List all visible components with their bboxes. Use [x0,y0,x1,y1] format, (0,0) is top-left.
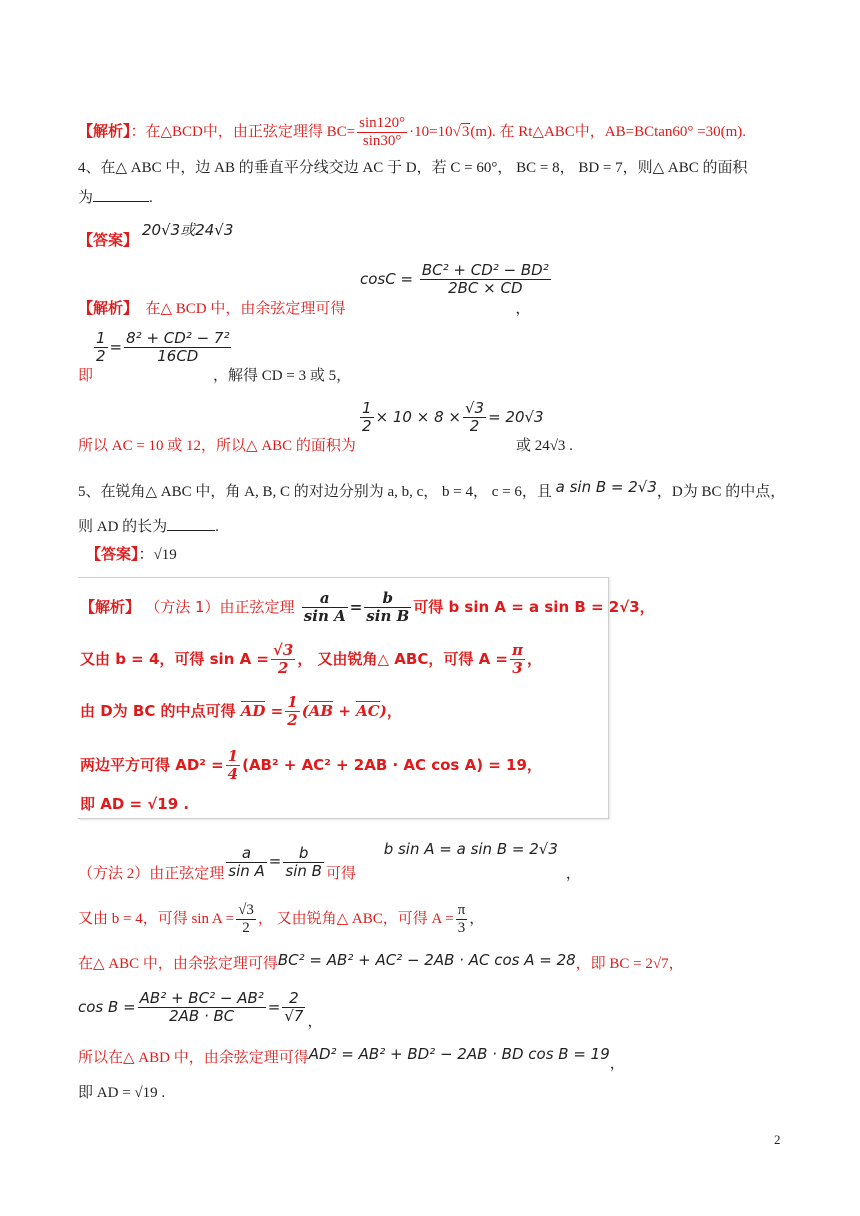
formula-lhs: cosC = [360,270,414,288]
fraction: $\frac{√3}{2}$ [273,641,294,677]
analysis-text: 又由 b = 4，可得 sin A = [80,650,270,668]
analysis-text: ：在△BCD中，由正弦定理得 BC= [130,123,356,140]
method-2-line3 [78,953,684,974]
fraction-denominator: 2 [469,417,480,435]
fraction-half [360,400,374,435]
analysis-text: ， 又由锐角△ ABC，可得 A = [257,910,454,927]
method-2-line5 [78,1045,625,1072]
fraction: $\frac{b}{\text{sin B}}$ [285,844,322,880]
fraction-denominator: 2 [362,417,372,435]
fraction: $\frac{a}{\text{sin A}}$ [228,844,265,880]
question-4-line2: 为 . [78,190,153,206]
question-text: 5、在锐角△ ABC 中，角 A, B, C 的对边分别为 a, b, c， b = 4， c = 6，且 [78,484,552,500]
fraction [124,330,231,365]
cos-formula [360,262,553,297]
answer-value: 20√3或24√3 [142,221,234,239]
equation-line: $\frac{1}{2}$ = $\frac{\text{8² + CD² − 7²}}{16CD}$ [96,329,230,365]
formula: BC² = AB² + AC² − 2AB · AC cos A = 28 [277,951,576,969]
fraction-numerator: 8² + CD² − 7² [126,329,230,347]
fraction-denominator: 16CD [157,347,199,365]
analysis-text: 所以 AC = 10 或 12，所以△ ABC 的面积为 [78,438,356,454]
fraction-numerator: 1 [96,329,106,347]
question-text: 则 AD 的长为 [78,519,168,535]
analysis-text: 两边平方可得 AD² = [80,756,224,774]
answer-label: 【答案】 [86,547,139,563]
analysis-text: ， 又由锐角△ ABC，可得 A = [297,650,508,668]
fraction-numerator: sin120° [359,115,406,131]
punct: ， [526,650,542,668]
fraction-numerator: BC² + CD² − BD² [421,261,549,279]
method-1-line1: 【解析】 （方法 1）由正弦定理 $\frac{a}{\text{sin A}}$ = $\frac{b}{\text{sin B}}$ 可得 b sin A = a sin B = 2√3， [80,589,655,625]
answer-line-5 [86,545,177,565]
page-number: 2 [774,1132,781,1147]
analysis-text: 在△ ABC 中，由余弦定理可得 [78,956,278,972]
analysis-line-4c [78,436,573,456]
answer-blank [167,530,215,531]
analysis-text: 可得 [325,865,356,882]
fraction-denominator: 2BC × CD [448,279,523,297]
method-1-line3: 由 D为 BC 的中点可得 AD = $\frac{1}{2}$ (AB + AC)， [80,693,402,729]
fraction: $\frac{a}{\text{sin A}}$ [303,589,346,625]
analysis-text: 可得 b sin A = a sin B = 2√3， [413,598,655,616]
question-text: 为 [78,190,94,206]
analysis-text: （方法 2）由正弦定理 [78,865,225,882]
equals: = [267,998,281,1016]
analysis-text: 又由 b = 4，可得 sin A = [78,910,235,927]
method-1-line2 [80,642,542,677]
analysis-label: 【解析】 [78,301,139,317]
fraction: $\frac{\pi}{3}$ [457,902,466,936]
analysis-text: ，解得 CD = 3 或 5， [213,368,352,384]
formula: b sin A = a sin B = 2√3 [383,839,558,858]
fraction [420,262,551,297]
analysis-line-4a [78,299,530,319]
punct: ， [565,865,581,882]
method-2-line6: 即 AD = √19 . [78,1085,166,1101]
analysis-text: (AB² + AC² + 2AB · AC cos A) = 19， [242,756,542,774]
fraction: $\frac{1}{2}$ [287,693,298,729]
punct: ， [386,702,402,720]
analysis-label: 【解析】 [80,598,141,616]
answer-blank [93,201,149,202]
fraction [282,990,305,1025]
analysis-text: 由 D为 BC 的中点可得 [80,702,236,720]
method-2-line4 [78,989,323,1030]
answer-label: 【答案】 [78,233,139,249]
analysis-text: ，即 BC = 2√7， [575,956,684,972]
fraction: $\frac{b}{\text{sin B}}$ [366,589,410,625]
fraction-numerator: 1 [362,399,372,417]
answer-line-4 [78,221,234,251]
punct: ， [469,910,485,927]
question-5-line1 [78,478,786,502]
method-2-line2 [78,902,484,937]
fraction [463,400,486,435]
sqrt-radicand: 3 [461,123,470,140]
fraction-denominator: 2 [96,347,106,365]
fraction [138,990,266,1025]
method-1-line4 [80,748,542,783]
fraction [357,115,407,150]
fraction-numerator: √3 [464,399,485,417]
method-2-line1: （方法 2）由正弦定理 $\frac{a}{\text{sin A}}$ = $\frac{b}{\text{sin B}}$ 可得 b sin A = a sin B = 2√3， [78,839,581,882]
formula-lhs: cos B = [78,998,136,1016]
method-1-line5: 即 AD = √19 . [80,795,190,813]
question-5-line2: 则 AD 的长为 . [78,519,219,535]
given-condition: a sin B = 2√3 [555,478,657,496]
fraction-numerator: 2 [282,990,305,1008]
fraction-numerator: AB² + BC² − AB² [139,989,264,1007]
question-text: ，D为 BC 的中点， [656,484,786,500]
analysis-text: 或 24√3 . [515,438,573,454]
expression: = 20√3 [488,408,544,426]
fraction-denominator: 2AB · BC [169,1007,235,1025]
analysis-text: 所以在△ ABD 中，由余弦定理可得 [78,1050,309,1066]
analysis-text: （方法 1）由正弦定理 [145,598,295,616]
answer-value: ：√19 [138,547,177,563]
prev-analysis-line: 【解析】：在△BCD中，由正弦定理得 BC= $\frac{\sin 120^\circ}{\sin 30^\circ}$ ·10=10√3(m). 在 Rt△ABC中，AB=BCtan60° =30(m). [78,115,747,149]
fraction: $\frac{1}{4}$ [227,747,239,783]
expression: × 10 × 8 × [375,408,461,426]
analysis-text: 在△ BCD 中，由余弦定理可得 [145,301,346,317]
analysis-text: 即 [78,368,94,384]
fraction-denominator: √7 [284,1007,304,1025]
analysis-label: 【解析】 [78,123,131,140]
analysis-line-4b [78,366,351,386]
fraction-denominator: sin30° [362,133,402,149]
formula: AD² = AB² + BD² − 2AB · BD cos B = 19 [308,1045,610,1063]
punct: ， [515,301,531,317]
fraction-half [94,330,108,365]
fraction: $\frac{\pi}{3}$ [511,641,523,677]
punct: ， [609,1056,625,1072]
analysis-text: (m). 在 Rt△ABC中，AB=BCtan60° =30(m). [470,123,747,140]
analysis-text: ·10=10 [409,123,453,140]
question-4-line1: 4、在△ ABC 中，边 AB 的垂直平分线交边 AC 于 D，若 C = 60°， BC = 8， BD = 7，则△ ABC 的面积 [78,160,748,176]
punct: ， [307,1012,323,1030]
area-expression [358,400,544,435]
fraction: $\frac{√3}{2}$ [238,902,254,936]
